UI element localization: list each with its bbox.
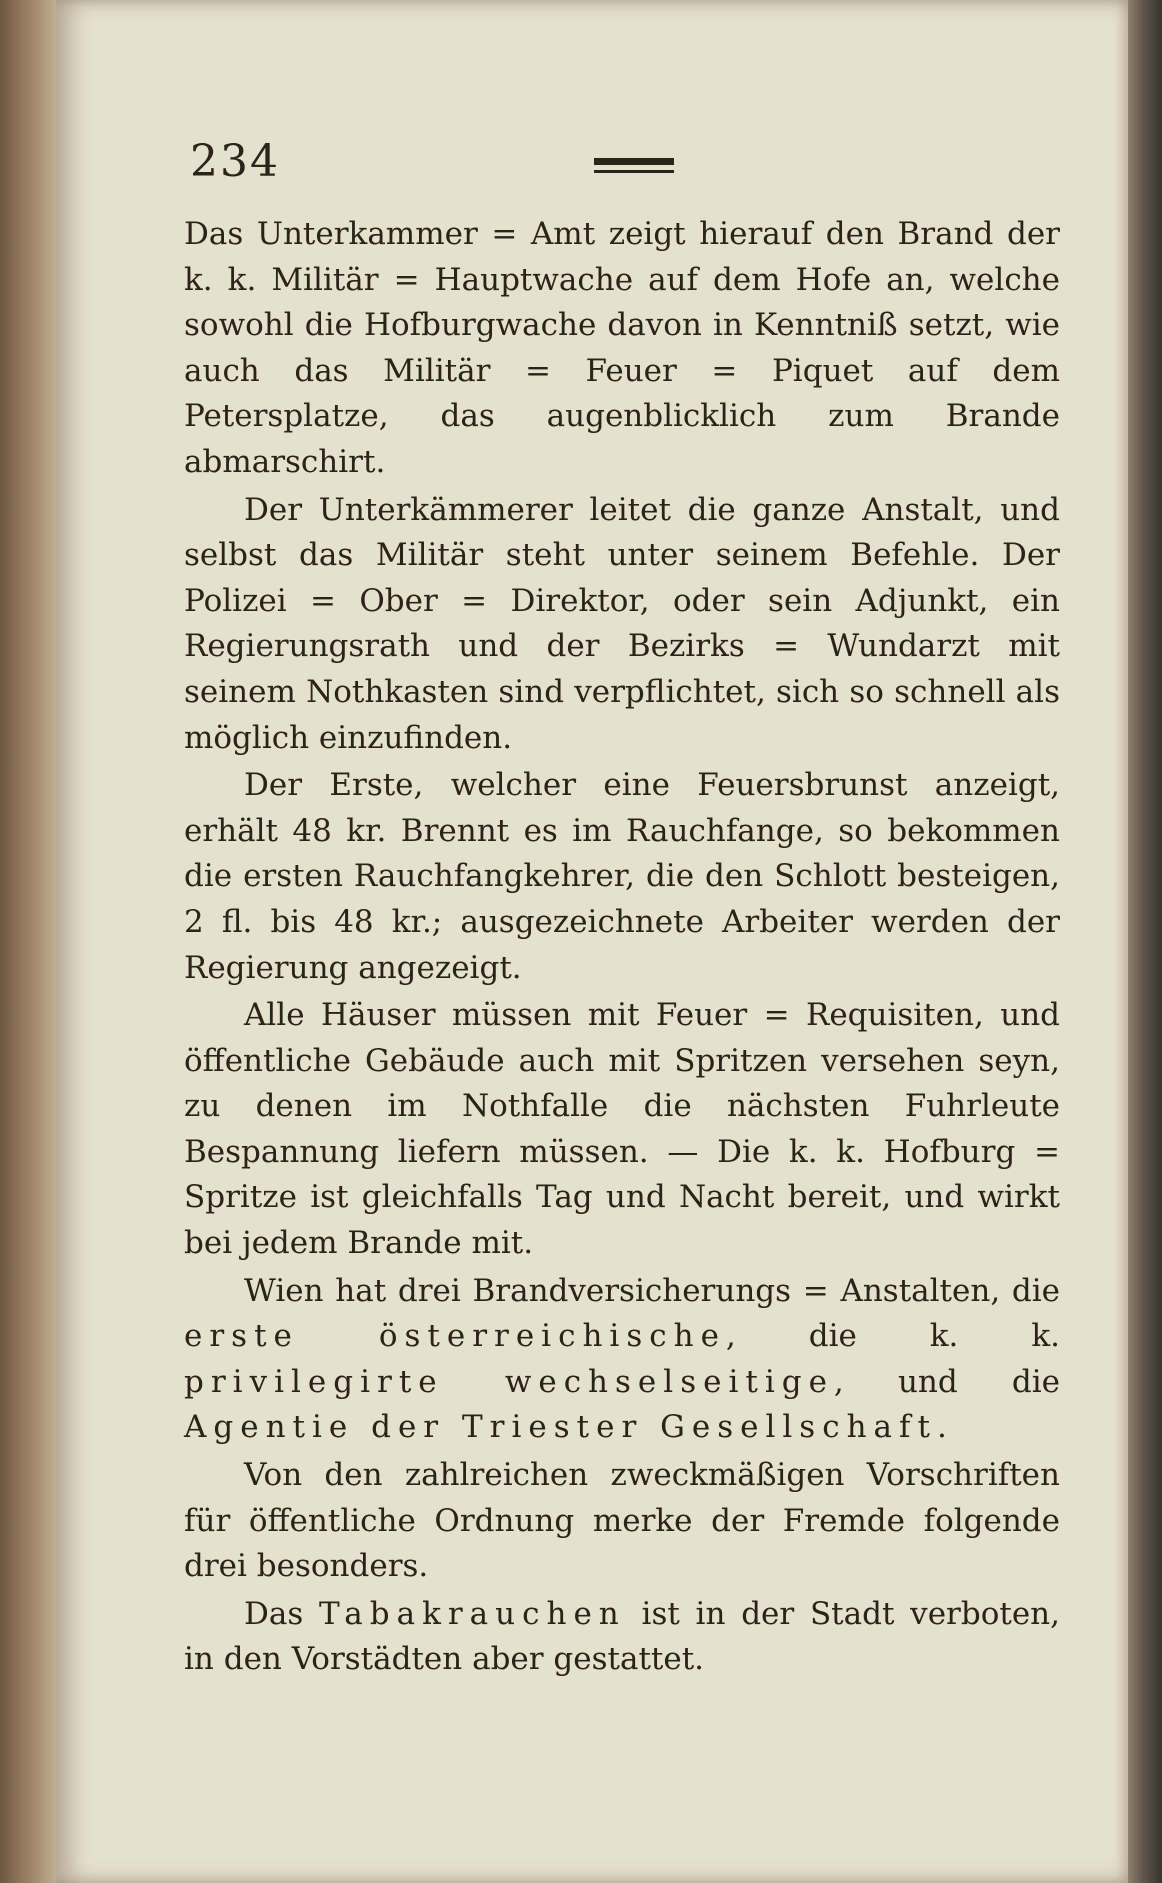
paragraph-2: Der Unterkämmerer leitet die ganze Anstalt, und selbst das Militär steht unter seinem Befehle. Der Polizei = Ober = Direktor, oder sein Adjunkt, ein Regierungsrath und der Bezirks = Wundarzt mit seinem Nothkasten sind verpflichtet, sich so schnell als möglich einzufinden. [184, 491, 1060, 756]
page-edge [1128, 0, 1162, 1883]
body-text [184, 212, 1060, 1683]
paragraph-7-end: ist in der Stadt verboten, in den Vorstädten aber gestattet. [184, 1595, 1060, 1678]
paragraph-5 [184, 1269, 1060, 1451]
header-rule [594, 158, 674, 165]
insurer-1: erste österreichische [184, 1318, 726, 1355]
paragraph-4: Alle Häuser müssen mit Feuer = Requisiten, und öffentliche Gebäude auch mit Spritzen versehen seyn, zu denen im Nothfalle die nächsten Fuhrleute Bespannung liefern müssen. — Die k. k. Hofburg = Spritze ist gleichfalls Tag und Nacht bereit, und wirkt bei jedem Brande mit. [184, 997, 1060, 1262]
insurer-2: privilegirte wechselseitige [184, 1363, 834, 1400]
paragraph-7 [184, 1592, 1060, 1683]
paragraph-5-end: . [936, 1409, 947, 1446]
paragraph-5-mid-1: , die k. k. [725, 1318, 1060, 1355]
paragraph-5-intro: Wien hat drei Brandversicherungs = Anstalten, die [244, 1272, 1060, 1309]
paragraph-7-intro: Das [244, 1595, 304, 1632]
paragraph-5-mid-2: , und die [833, 1363, 1060, 1400]
insurer-3: Agentie der Triester Gesellschaft [184, 1409, 937, 1446]
paragraph-3: Der Erste, welcher eine Feuersbrunst anzeigt, erhält 48 kr. Brennt es im Rauchfange, so bekommen die ersten Rauchfangkehrer, die den Schlott besteigen, 2 fl. bis 48 kr.; ausgezeichnete Arbeiter werden der Regierung angezeigt. [184, 767, 1060, 986]
paragraph-1: Das Unterkammer = Amt zeigt hierauf den Brand der k. k. Militär = Hauptwache auf dem Hofe an, welche sowohl die Hofburgwache davon in Kenntniß setzt, wie auch das Militär = Feuer = Piquet auf dem Petersplatze, das augenblicklich zum Brande abmarschirt. [184, 216, 1060, 480]
emphasis-tabakrauchen: Tabakrauchen [319, 1595, 626, 1632]
header-rule-thin [594, 170, 674, 173]
page-header [190, 128, 1050, 188]
page-number: 234 [190, 136, 280, 187]
book-spine [0, 0, 58, 1883]
paragraph-6: Von den zahlreichen zweckmäßigen Vorschriften für öffentliche Ordnung merke der Fremde folgende drei besonders. [184, 1457, 1060, 1585]
